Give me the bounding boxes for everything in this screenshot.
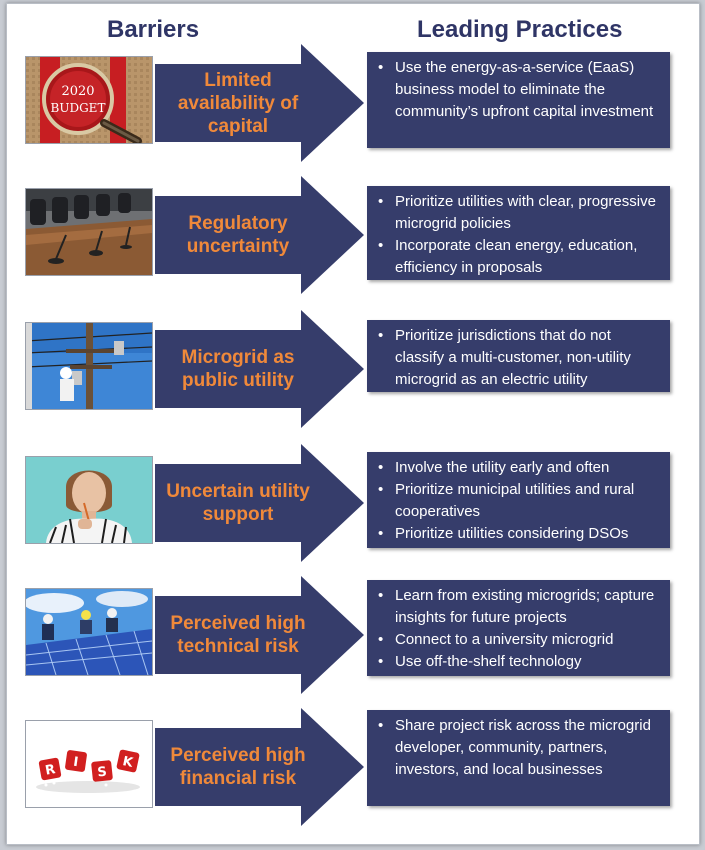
barrier-line: technical risk — [177, 636, 299, 657]
thinking-woman-image — [25, 456, 153, 544]
barrier-line: uncertainty — [186, 236, 290, 257]
practice-bullet: • Share project risk across the microgrid developer, community, partners, investors, and local businesses — [375, 715, 662, 781]
practice-box-regulatory — [367, 186, 670, 280]
barrier-line: Regulatory — [188, 213, 288, 234]
dice-letter: S — [96, 764, 108, 781]
barrier-line: capital — [207, 115, 269, 137]
practices-header: Leading Practices — [417, 16, 623, 43]
dice-letter: K — [121, 754, 135, 771]
practice-bullet: • Use the energy-as-a-service (EaaS) business model to eliminate the community’s upfront capital investment — [375, 57, 662, 123]
row-public-utility — [7, 310, 699, 430]
budget-year-text: 2020 — [61, 84, 95, 99]
solar-installers-image — [25, 588, 153, 676]
practice-bullet: • Prioritize municipal utilities and rural cooperatives — [375, 479, 662, 523]
barrier-label-public-utility — [157, 310, 319, 428]
practice-bullet: • Prioritize utilities with clear, progressive microgrid policies — [375, 191, 662, 235]
practice-bullet: • Learn from existing microgrids; capture insights for future projects — [375, 585, 662, 629]
row-technical-risk — [7, 576, 699, 696]
budget-magnifier-image — [25, 56, 153, 144]
barrier-line: Limited — [204, 69, 272, 91]
row-capital — [7, 44, 699, 164]
barrier-line: financial risk — [179, 768, 297, 789]
practice-bullet: • Connect to a university microgrid — [375, 629, 662, 651]
practice-bullet: • Prioritize utilities considering DSOs — [375, 523, 662, 545]
barrier-line: availability of — [177, 92, 299, 114]
practice-box-capital — [367, 52, 670, 148]
barrier-line: Perceived high — [170, 613, 306, 634]
practice-bullet: • Prioritize jurisdictions that do not classify a multi-customer, non-utility microgrid as an electric utility — [375, 325, 662, 391]
conference-room-image — [25, 188, 153, 276]
barrier-line: Perceived high — [170, 745, 306, 766]
row-financial-risk — [7, 708, 699, 828]
practice-bullet: • Use off-the-shelf technology — [375, 651, 662, 673]
barrier-label-capital — [157, 44, 319, 162]
budget-word-text: BUDGET — [50, 101, 106, 115]
barrier-line: Microgrid as — [181, 347, 295, 368]
practice-bullet: • Involve the utility early and often — [375, 457, 662, 479]
risk-dice-image — [25, 720, 153, 808]
utility-pole-worker-image — [25, 322, 153, 410]
barrier-label-technical-risk — [157, 576, 319, 694]
practice-box-financial-risk — [367, 710, 670, 806]
practice-box-public-utility — [367, 320, 670, 392]
dice-letter: R — [44, 762, 57, 779]
barriers-header: Barriers — [107, 16, 200, 43]
dice-letter: I — [72, 754, 80, 771]
barrier-label-regulatory — [157, 176, 319, 294]
practice-bullet: • Incorporate clean energy, education, efficiency in proposals — [375, 235, 662, 279]
barrier-line: Uncertain utility — [166, 481, 310, 502]
barrier-label-financial-risk — [157, 708, 319, 826]
practice-box-utility-support — [367, 452, 670, 548]
row-regulatory — [7, 176, 699, 296]
infographic-frame — [6, 3, 700, 845]
barrier-label-utility-support — [157, 444, 319, 562]
barrier-line: support — [202, 504, 274, 525]
row-utility-support — [7, 444, 699, 564]
barrier-line: public utility — [182, 370, 294, 391]
practice-box-technical-risk — [367, 580, 670, 676]
